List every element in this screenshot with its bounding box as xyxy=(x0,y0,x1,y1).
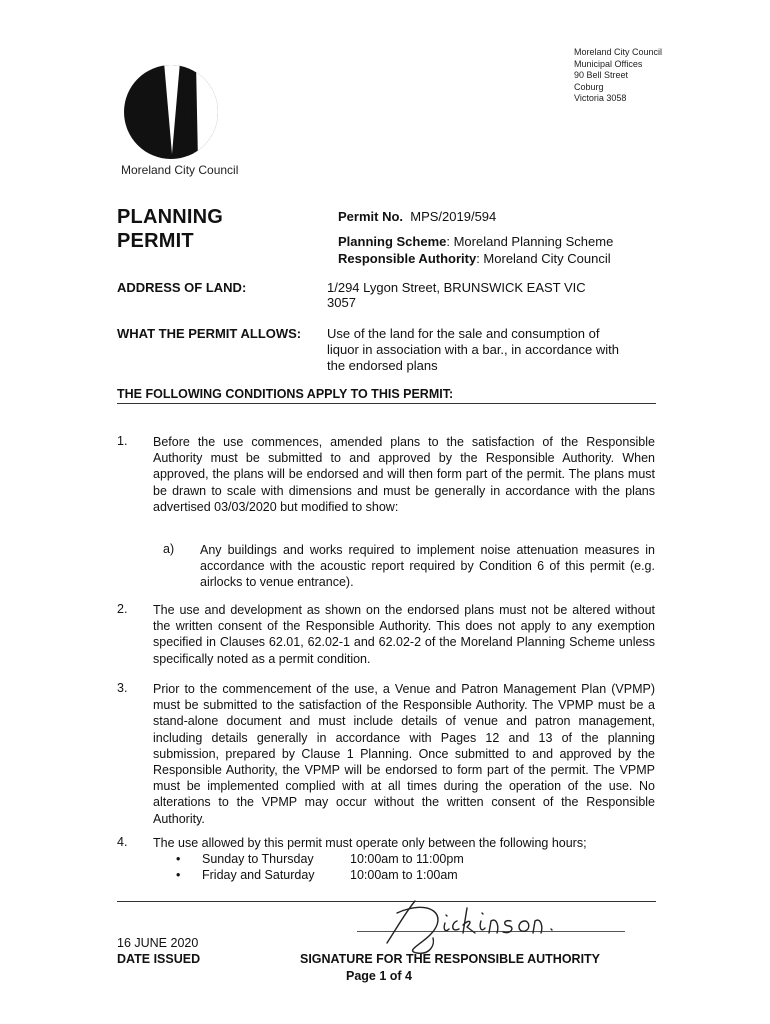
condition-text: The use and development as shown on the endorsed plans must not be altered without the written consent of the Responsible Authority. This does not apply to any exemption specified in Clauses 62.01, 62.02-1 and 62.02-2 of the Moreland Planning Scheme unless specifically noted as a permit condition. xyxy=(153,603,655,666)
allows-label: WHAT THE PERMIT ALLOWS: xyxy=(117,326,302,341)
hours-row xyxy=(176,851,464,867)
conditions-heading: THE FOLLOWING CONDITIONS APPLY TO THIS PERMIT: xyxy=(117,387,454,401)
scheme-block xyxy=(338,233,613,267)
scheme-label: Planning Scheme xyxy=(338,234,447,249)
condition-text: Prior to the commencement of the use, a Venue and Patron Management Plan (VPMP) must be submitted to the satisfaction of the Responsible Authority. The VPMP must be a stand-alone document and must include details of venue and patron management, including details generally in accordance with Pages 12 and 13 of the planning submission, prepared by Clause 1 Planning. Once submitted to and approved by the Responsible Authority, the VPMP will be endorsed to form part of the permit. The VPMP must be implemented complied with at all times during the operation of the use. No alterations to the VPMP may occur without the written consent of the Responsible Authority. xyxy=(153,682,655,826)
title-line: PLANNING xyxy=(117,206,224,228)
page-title xyxy=(117,205,223,253)
page-number: Page 1 of 4 xyxy=(346,969,412,983)
council-address xyxy=(574,47,662,105)
allows-value xyxy=(327,326,657,374)
address-value xyxy=(327,280,647,310)
hours-days: Friday and Saturday xyxy=(202,868,315,882)
council-address-line: Victoria 3058 xyxy=(574,93,627,103)
condition-number: 1. xyxy=(117,434,128,448)
date-issued-label: DATE ISSUED xyxy=(117,952,201,966)
authority-label: Responsible Authority xyxy=(338,251,477,266)
signature-label: SIGNATURE FOR THE RESPONSIBLE AUTHORITY xyxy=(300,952,601,966)
hours-time: 10:00am to 1:00am xyxy=(350,868,458,882)
sub-condition-text: Any buildings and works required to implement noise attenuation measures in accordance with the acoustic report required by Condition 6 of this permit (e.g. airlocks to venue entrance). xyxy=(200,543,655,590)
permit-number-value: MPS/2019/594 xyxy=(410,209,497,224)
council-address-line: 90 Bell Street xyxy=(574,70,629,80)
permit-number-label: Permit No. xyxy=(338,209,404,224)
council-address-line: Moreland City Council xyxy=(574,47,663,57)
council-address-line: Municipal Offices xyxy=(574,58,643,69)
hours-row xyxy=(176,867,464,883)
address-label: ADDRESS OF LAND: xyxy=(117,280,247,295)
bullet: • xyxy=(176,852,181,866)
allows-line: the endorsed plans xyxy=(327,358,438,373)
condition-number: 2. xyxy=(117,602,128,616)
condition-number: 4. xyxy=(117,835,128,849)
scheme-value: : Moreland Planning Scheme xyxy=(446,234,614,249)
permit-number xyxy=(338,209,496,224)
allows-line: liquor in association with a bar., in accordance with xyxy=(327,342,619,357)
bullet: • xyxy=(176,868,181,882)
sub-condition-label: a) xyxy=(163,542,175,556)
hours-days: Sunday to Thursday xyxy=(202,852,314,866)
address-line: 1/294 Lygon Street, BRUNSWICK EAST VIC xyxy=(327,280,586,295)
hours-time: 10:00am to 11:00pm xyxy=(350,852,464,866)
condition-number: 3. xyxy=(117,681,128,695)
heading-divider xyxy=(117,403,656,404)
address-line: 3057 xyxy=(327,295,356,310)
logo-caption: Moreland City Council xyxy=(121,163,239,177)
hours-list xyxy=(176,851,464,883)
condition-text: The use allowed by this permit must operate only between the following hours; xyxy=(153,836,587,850)
authority-value: : Moreland City Council xyxy=(476,251,611,266)
condition-text: Before the use commences, amended plans to the satisfaction of the Responsible Authority must be submitted to and approved by the Responsible Authority. When approved, the plans will be endorsed and will then form part of the permit. The plans must be drawn to scale with dimensions and must be generally in accordance with the plans advertised 03/03/2020 but modified to show: xyxy=(153,435,655,514)
allows-line: Use of the land for the sale and consumption of xyxy=(327,326,600,341)
moreland-logo-icon xyxy=(118,62,228,162)
signature-image xyxy=(375,893,575,958)
date-issued-value: 16 JUNE 2020 xyxy=(117,936,199,950)
title-line: PERMIT xyxy=(117,230,194,252)
council-address-line: Coburg xyxy=(574,81,604,92)
